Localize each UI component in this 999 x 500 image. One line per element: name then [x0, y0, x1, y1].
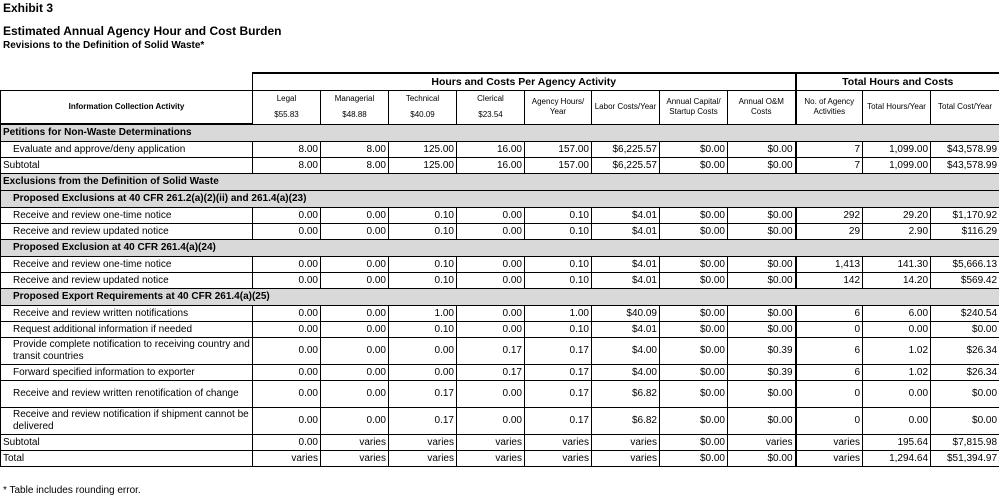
- subsection-row: [1, 240, 999, 257]
- value-cell: $26.34: [931, 338, 999, 365]
- activity-cell: Receive and review updated notice: [1, 224, 253, 240]
- value-cell: $0.39: [728, 365, 796, 381]
- value-cell: varies: [592, 435, 660, 451]
- group-header-totals: Total Hours and Costs: [796, 73, 999, 91]
- value-cell: 0.00: [863, 408, 931, 435]
- value-cell: $0.00: [660, 208, 728, 224]
- value-cell: 0.10: [525, 322, 592, 338]
- subsection-row: [1, 191, 999, 208]
- table-row: [1, 408, 999, 435]
- value-cell: 157.00: [525, 142, 592, 158]
- value-cell: $0.00: [660, 257, 728, 273]
- subtotal-row: [1, 435, 999, 451]
- value-cell: $40.09: [592, 306, 660, 322]
- activity-cell: Subtotal: [1, 435, 253, 451]
- value-cell: varies: [389, 451, 457, 467]
- table-row: [1, 208, 999, 224]
- value-cell: $0.00: [660, 158, 728, 174]
- value-cell: 6.00: [863, 306, 931, 322]
- value-cell: $4.01: [592, 224, 660, 240]
- value-cell: 0.17: [525, 381, 592, 408]
- value-cell: $5,666.13: [931, 257, 999, 273]
- value-cell: $51,394.97: [931, 451, 999, 467]
- value-cell: varies: [728, 435, 796, 451]
- value-cell: 0.00: [253, 322, 321, 338]
- value-cell: 7: [796, 142, 863, 158]
- column-header-num-activities: No. of Agency Activities: [796, 91, 863, 125]
- value-cell: $0.00: [931, 322, 999, 338]
- value-cell: 0.00: [457, 408, 525, 435]
- value-cell: 0.17: [525, 365, 592, 381]
- section-petitions: Petitions for Non-Waste Determinations: [1, 124, 999, 142]
- value-cell: $0.00: [660, 365, 728, 381]
- value-cell: 0.00: [863, 381, 931, 408]
- value-cell: 1,099.00: [863, 142, 931, 158]
- value-cell: 29: [796, 224, 863, 240]
- value-cell: 0.00: [253, 381, 321, 408]
- column-header-clerical: [457, 91, 525, 125]
- section-exclusions: Exclusions from the Definition of Solid Waste: [1, 174, 999, 191]
- value-cell: 29.20: [863, 208, 931, 224]
- table-row: [1, 338, 999, 365]
- value-cell: 1.02: [863, 365, 931, 381]
- clerical-rate: $23.54: [478, 110, 503, 120]
- value-cell: 6: [796, 338, 863, 365]
- value-cell: $6.82: [592, 381, 660, 408]
- table-row: [1, 306, 999, 322]
- activity-cell: Forward specified information to exporter: [1, 365, 253, 381]
- value-cell: $0.00: [728, 158, 796, 174]
- value-cell: 0.00: [253, 273, 321, 289]
- value-cell: 8.00: [321, 158, 389, 174]
- value-cell: $0.00: [728, 306, 796, 322]
- value-cell: 157.00: [525, 158, 592, 174]
- value-cell: 0.00: [253, 306, 321, 322]
- value-cell: $0.00: [660, 142, 728, 158]
- activity-cell: Evaluate and approve/deny application: [1, 142, 253, 158]
- value-cell: $0.00: [728, 257, 796, 273]
- column-header-agency-hours: Agency Hours/ Year: [525, 91, 592, 125]
- value-cell: 0.00: [457, 322, 525, 338]
- value-cell: $0.00: [660, 273, 728, 289]
- column-header-technical: [389, 91, 457, 125]
- value-cell: $0.00: [728, 408, 796, 435]
- value-cell: 1,413: [796, 257, 863, 273]
- value-cell: 0.00: [253, 224, 321, 240]
- value-cell: 0.00: [457, 224, 525, 240]
- value-cell: 6: [796, 365, 863, 381]
- total-row: [1, 451, 999, 467]
- value-cell: varies: [796, 435, 863, 451]
- exhibit-label: Exhibit 3: [3, 1, 54, 15]
- value-cell: 0.10: [525, 208, 592, 224]
- value-cell: 8.00: [253, 158, 321, 174]
- value-cell: 125.00: [389, 142, 457, 158]
- value-cell: varies: [389, 435, 457, 451]
- technical-label: Technical: [405, 94, 440, 104]
- value-cell: $569.42: [931, 273, 999, 289]
- value-cell: 8.00: [321, 142, 389, 158]
- value-cell: 0.00: [253, 408, 321, 435]
- value-cell: varies: [796, 451, 863, 467]
- value-cell: $0.00: [931, 408, 999, 435]
- value-cell: 16.00: [457, 142, 525, 158]
- value-cell: $0.00: [660, 306, 728, 322]
- value-cell: varies: [321, 435, 389, 451]
- value-cell: $0.00: [728, 142, 796, 158]
- column-header-managerial: [321, 91, 389, 125]
- value-cell: 141.30: [863, 257, 931, 273]
- value-cell: $43,578.99: [931, 142, 999, 158]
- table-row: [1, 365, 999, 381]
- value-cell: 0.00: [321, 273, 389, 289]
- value-cell: $0.00: [728, 381, 796, 408]
- value-cell: varies: [457, 435, 525, 451]
- value-cell: 8.00: [253, 142, 321, 158]
- value-cell: $0.00: [728, 451, 796, 467]
- section-row: [1, 174, 999, 191]
- activity-cell: Receive and review one-time notice: [1, 257, 253, 273]
- value-cell: 0.17: [457, 338, 525, 365]
- value-cell: 1.02: [863, 338, 931, 365]
- value-cell: varies: [525, 435, 592, 451]
- activity-cell: Receive and review written notifications: [1, 306, 253, 322]
- column-header-capital: Annual Capital/ Startup Costs: [660, 91, 728, 125]
- column-header-om: Annual O&M Costs: [728, 91, 796, 125]
- value-cell: 0.00: [321, 365, 389, 381]
- subsection-row: [1, 289, 999, 306]
- value-cell: $0.00: [660, 322, 728, 338]
- group-header-per-activity: Hours and Costs Per Agency Activity: [253, 73, 796, 91]
- value-cell: 0.00: [321, 381, 389, 408]
- value-cell: 0.00: [321, 338, 389, 365]
- value-cell: 0.00: [253, 257, 321, 273]
- legal-label: Legal: [276, 94, 297, 104]
- activity-cell: Receive and review one-time notice: [1, 208, 253, 224]
- value-cell: $0.00: [660, 408, 728, 435]
- activity-cell: Receive and review written renotification of change: [1, 381, 253, 408]
- value-cell: 0.00: [253, 435, 321, 451]
- value-cell: $7,815.98: [931, 435, 999, 451]
- value-cell: $4.01: [592, 273, 660, 289]
- value-cell: 142: [796, 273, 863, 289]
- table-subtitle: Revisions to the Definition of Solid Waste*: [3, 40, 205, 51]
- table-row: [1, 224, 999, 240]
- value-cell: 0.17: [389, 408, 457, 435]
- value-cell: $240.54: [931, 306, 999, 322]
- value-cell: $1,170.92: [931, 208, 999, 224]
- value-cell: $0.00: [728, 322, 796, 338]
- clerical-label: Clerical: [477, 94, 504, 104]
- activity-cell: Total: [1, 451, 253, 467]
- value-cell: 0.00: [253, 338, 321, 365]
- subsection-export-25: Proposed Export Requirements at 40 CFR 261.4(a)(25): [1, 289, 999, 306]
- value-cell: $0.00: [660, 451, 728, 467]
- column-header-activity: Information Collection Activity: [1, 91, 253, 125]
- technical-rate: $40.09: [410, 110, 435, 120]
- value-cell: 0.00: [321, 408, 389, 435]
- value-cell: 0.00: [457, 306, 525, 322]
- activity-cell: Subtotal: [1, 158, 253, 174]
- legal-rate: $55.83: [274, 110, 299, 120]
- value-cell: 0.00: [389, 365, 457, 381]
- footnote: * Table includes rounding error.: [3, 485, 141, 496]
- burden-table: [0, 72, 999, 467]
- value-cell: $26.34: [931, 365, 999, 381]
- table-row: [1, 381, 999, 408]
- value-cell: 0.00: [321, 208, 389, 224]
- value-cell: 0.17: [457, 365, 525, 381]
- value-cell: 0.00: [389, 338, 457, 365]
- activity-cell: Receive and review notification if shipment cannot be delivered: [1, 408, 253, 435]
- value-cell: 2.90: [863, 224, 931, 240]
- activity-cell: Request additional information if needed: [1, 322, 253, 338]
- value-cell: 292: [796, 208, 863, 224]
- value-cell: 7: [796, 158, 863, 174]
- value-cell: 0.00: [321, 306, 389, 322]
- value-cell: varies: [321, 451, 389, 467]
- activity-cell: Receive and review updated notice: [1, 273, 253, 289]
- value-cell: 1,294.64: [863, 451, 931, 467]
- value-cell: 0: [796, 381, 863, 408]
- value-cell: 195.64: [863, 435, 931, 451]
- group-header-row: [1, 73, 999, 91]
- value-cell: 0.10: [389, 273, 457, 289]
- value-cell: $6,225.57: [592, 158, 660, 174]
- column-header-row: [1, 91, 999, 125]
- value-cell: 0.00: [253, 365, 321, 381]
- value-cell: 0.00: [457, 273, 525, 289]
- value-cell: $0.00: [660, 338, 728, 365]
- value-cell: 14.20: [863, 273, 931, 289]
- value-cell: $0.00: [660, 224, 728, 240]
- managerial-label: Managerial: [334, 94, 375, 104]
- value-cell: 125.00: [389, 158, 457, 174]
- value-cell: $116.29: [931, 224, 999, 240]
- value-cell: 1,099.00: [863, 158, 931, 174]
- value-cell: 0: [796, 322, 863, 338]
- value-cell: 0: [796, 408, 863, 435]
- value-cell: varies: [457, 451, 525, 467]
- value-cell: 0.10: [525, 257, 592, 273]
- value-cell: 0.10: [389, 208, 457, 224]
- value-cell: 16.00: [457, 158, 525, 174]
- value-cell: $0.39: [728, 338, 796, 365]
- value-cell: 0.00: [457, 381, 525, 408]
- value-cell: 0.10: [525, 224, 592, 240]
- value-cell: 0.00: [253, 208, 321, 224]
- value-cell: 0.00: [863, 322, 931, 338]
- table-row: [1, 158, 999, 174]
- subsection-excl-24: Proposed Exclusion at 40 CFR 261.4(a)(24): [1, 240, 999, 257]
- value-cell: 0.10: [389, 224, 457, 240]
- table-row: [1, 273, 999, 289]
- value-cell: 0.17: [525, 338, 592, 365]
- value-cell: varies: [592, 451, 660, 467]
- table-title: Estimated Annual Agency Hour and Cost Burden: [3, 24, 282, 38]
- value-cell: 0.10: [525, 273, 592, 289]
- value-cell: $0.00: [728, 208, 796, 224]
- subsection-excl-23: Proposed Exclusions at 40 CFR 261.2(a)(2)(ii) and 261.4(a)(23): [1, 191, 999, 208]
- value-cell: varies: [525, 451, 592, 467]
- value-cell: 0.17: [389, 381, 457, 408]
- value-cell: $0.00: [660, 435, 728, 451]
- value-cell: 0.00: [321, 224, 389, 240]
- table-row: [1, 322, 999, 338]
- value-cell: 1.00: [389, 306, 457, 322]
- value-cell: 1.00: [525, 306, 592, 322]
- column-header-legal: [253, 91, 321, 125]
- value-cell: $43,578.99: [931, 158, 999, 174]
- value-cell: $4.01: [592, 322, 660, 338]
- table-row: [1, 257, 999, 273]
- value-cell: 6: [796, 306, 863, 322]
- value-cell: $0.00: [728, 224, 796, 240]
- value-cell: 0.00: [321, 257, 389, 273]
- blank-corner: [1, 73, 253, 91]
- managerial-rate: $48.88: [342, 110, 367, 120]
- value-cell: varies: [253, 451, 321, 467]
- value-cell: $4.01: [592, 208, 660, 224]
- value-cell: $4.01: [592, 257, 660, 273]
- value-cell: $0.00: [660, 381, 728, 408]
- value-cell: 0.00: [321, 322, 389, 338]
- value-cell: 0.00: [457, 257, 525, 273]
- column-header-labor-costs: Labor Costs/Year: [592, 91, 660, 125]
- table-row: [1, 142, 999, 158]
- column-header-total-cost: Total Cost/Year: [931, 91, 999, 125]
- value-cell: $0.00: [728, 273, 796, 289]
- value-cell: $6.82: [592, 408, 660, 435]
- column-header-total-hours: Total Hours/Year: [863, 91, 931, 125]
- value-cell: $4.00: [592, 365, 660, 381]
- activity-cell: Provide complete notification to receiving country and transit countries: [1, 338, 253, 365]
- value-cell: 0.10: [389, 257, 457, 273]
- value-cell: $6,225.57: [592, 142, 660, 158]
- value-cell: 0.17: [525, 408, 592, 435]
- value-cell: $0.00: [931, 381, 999, 408]
- value-cell: 0.10: [389, 322, 457, 338]
- value-cell: 0.00: [457, 208, 525, 224]
- section-row: [1, 124, 999, 142]
- value-cell: $4.00: [592, 338, 660, 365]
